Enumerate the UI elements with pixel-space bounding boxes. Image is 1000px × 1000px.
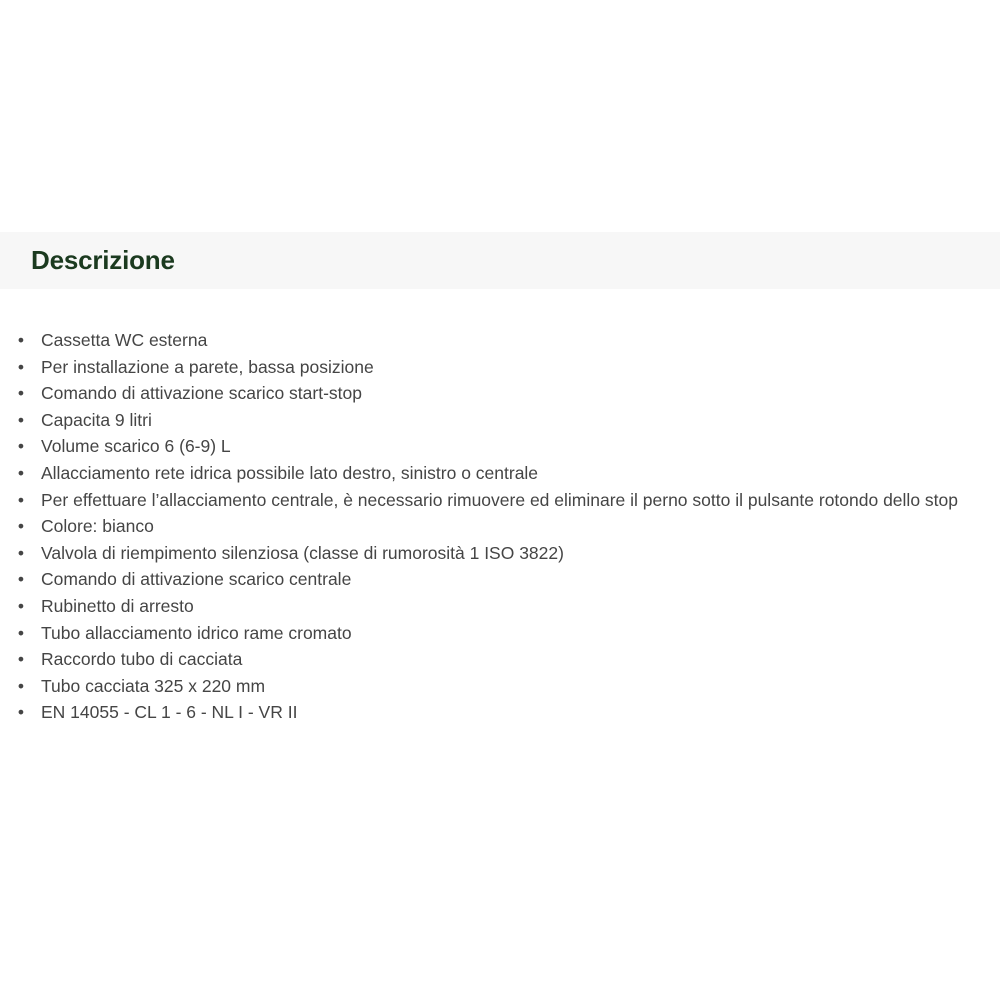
section-title: Descrizione [31,245,175,275]
bullet-icon: • [17,622,25,643]
list-item-text: EN 14055 - CL 1 - 6 - NL I - VR II [41,702,298,723]
list-item [17,566,1000,593]
list-item-text: Cassetta WC esterna [41,330,208,350]
section-header [0,232,1000,289]
list-item-text: Capacita 9 litri [41,409,152,430]
list-item-text: Rubinetto di arresto [41,595,194,616]
bullet-icon: • [17,516,25,537]
list-item-text: Per installazione a parete, bassa posizione [41,356,374,377]
list-item-text: Tubo allacciamento idrico rame cromato [41,622,352,643]
list-item-text: Volume scarico 6 (6-9) L [41,436,231,457]
list-item-text: Comando di attivazione scarico centrale [41,569,352,590]
bullet-icon: • [17,462,25,483]
list-item [17,620,1000,647]
list-item-text: Tubo cacciata 325 x 220 mm [41,675,266,696]
list-item-text: Colore: bianco [41,516,154,537]
list-item [17,540,1000,567]
bullet-icon: • [17,649,25,670]
list-item [17,487,1000,514]
list-item-text: Raccordo tubo di cacciata [41,649,243,670]
bullet-icon: • [17,542,25,563]
list-item [17,646,1000,673]
feature-list [0,327,1000,726]
list-item-text: Valvola di riempimento silenziosa (classe di rumorosità 1 ISO 3822) [41,542,564,563]
bullet-icon: • [17,383,25,404]
list-item [17,460,1000,487]
bullet-icon: • [17,356,25,377]
list-item [17,593,1000,620]
bullet-icon: • [17,675,25,696]
bullet-icon: • [17,702,25,723]
bullet-icon: • [17,436,25,457]
bullet-icon: • [17,489,25,510]
list-item [17,380,1000,407]
list-item [17,354,1000,381]
list-item-text: Comando di attivazione scarico start-stop [41,383,362,404]
list-item [17,673,1000,700]
bullet-icon: • [17,330,25,350]
list-item [17,513,1000,540]
list-item [17,433,1000,460]
bullet-icon: • [17,409,25,430]
list-item [17,699,1000,726]
list-item-text: Per effettuare l’allacciamento centrale, è necessario rimuovere ed eliminare il perno sotto il pulsante rotondo dello stop [41,489,958,510]
list-item [17,327,1000,354]
bullet-icon: • [17,595,25,616]
list-item [17,407,1000,434]
bullet-icon: • [17,569,25,590]
list-item-text: Allacciamento rete idrica possibile lato destro, sinistro o centrale [41,462,539,483]
